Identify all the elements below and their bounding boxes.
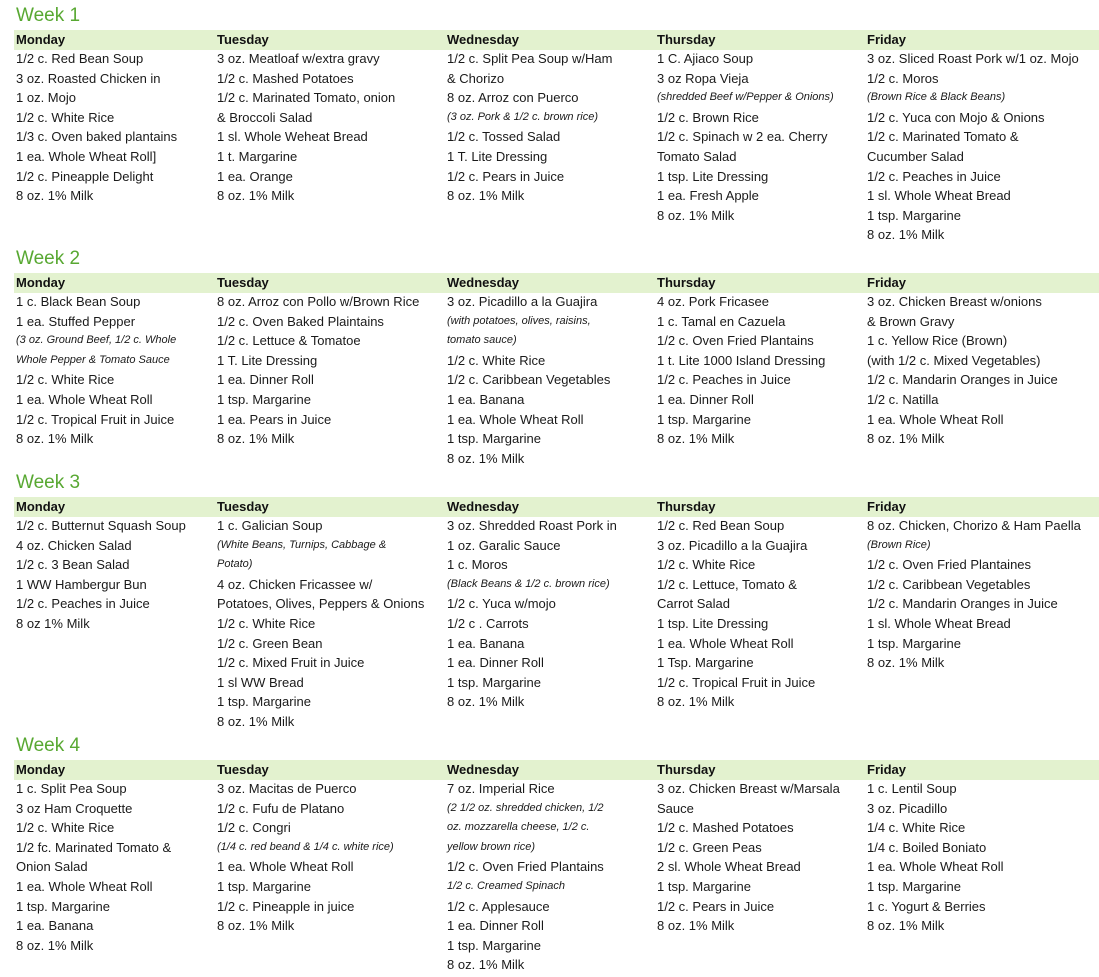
meal-item: 1/2 c. Tropical Fruit in Juice <box>657 674 816 690</box>
meal-item: 1/2 c. Mashed Potatoes <box>657 820 794 836</box>
meal-item: 1 sl. Whole Weheat Bread <box>217 129 368 145</box>
day-heading: Wednesday <box>447 275 520 290</box>
meal-item: 1/2 c. 3 Bean Salad <box>16 557 130 573</box>
meal-item: 1/2 c. Marinated Tomato & <box>867 129 1019 145</box>
meal-item: 1/2 c. Natilla <box>867 391 939 407</box>
meal-item: 1/2 c. Yuca con Mojo & Onions <box>867 109 1045 125</box>
meal-item: Potatoes, Olives, Peppers & Onions <box>217 596 425 612</box>
meal-item-note: 1/2 c. Creamed Spinach <box>447 879 566 892</box>
meal-item: 1 tsp. Margarine <box>657 878 751 894</box>
meal-item: 1/2 c. Peaches in Juice <box>657 372 791 388</box>
meal-list <box>867 49 1079 245</box>
meal-item: 8 oz 1% Milk <box>16 615 90 631</box>
meal-item: 1/2 c. White Rice <box>16 820 115 836</box>
meal-item: & Brown Gravy <box>867 313 955 329</box>
meal-item: 1/2 c. Fufu de Platano <box>217 800 345 816</box>
meal-item: 3 oz Ropa Vieja <box>657 70 749 86</box>
meal-item: 1 c. Black Bean Soup <box>16 294 141 309</box>
meal-item: 8 oz. 1% Milk <box>217 431 295 447</box>
meal-item: Cucumber Salad <box>867 148 964 164</box>
day-heading: Tuesday <box>217 762 269 777</box>
day-heading: Monday <box>16 275 66 290</box>
meal-item: 1 tsp. Lite Dressing <box>657 168 769 184</box>
meal-item: 1/2 c. Oven Fried Plantains <box>657 333 814 349</box>
meal-item: 1/2 c. Red Bean Soup <box>16 51 144 66</box>
meal-item-note: tomato sauce) <box>447 334 517 347</box>
meal-item: 1 ea. Whole Wheat Roll <box>867 859 1004 875</box>
meal-item: 1/4 c. Boiled Boniato <box>867 839 987 855</box>
meal-item: 1 ea. Banana <box>16 918 94 934</box>
meal-item: 1/2 c. Red Bean Soup <box>657 518 785 533</box>
meal-list <box>16 49 177 206</box>
meal-list <box>16 516 186 634</box>
meal-item: 1/2 c. Mixed Fruit in Juice <box>217 655 365 671</box>
meal-item: 1 ea. Banana <box>447 391 525 407</box>
meal-item-note: (3 oz. Pork & 1/2 c. brown rice) <box>447 110 598 123</box>
meal-list <box>447 516 617 712</box>
meal-item: 1/2 c. Green Peas <box>657 839 762 855</box>
meal-item: 1 ea. Pears in Juice <box>217 411 332 427</box>
meal-item: 1 ea. Whole Wheat Roll <box>447 411 584 427</box>
meal-item: Sauce <box>657 800 694 816</box>
meal-item: 1 c. Lentil Soup <box>867 781 957 796</box>
meal-item: 1/4 c. White Rice <box>867 820 966 836</box>
day-heading: Friday <box>867 499 907 514</box>
meal-item: 8 oz. 1% Milk <box>447 188 525 204</box>
meal-item: 1 oz. Mojo <box>16 90 76 106</box>
meal-item: 1 tsp. Margarine <box>217 878 311 894</box>
meal-item: 8 oz. 1% Milk <box>657 431 735 447</box>
meal-item: & Broccoli Salad <box>217 109 313 125</box>
meal-item: 1 ea. Dinner Roll <box>447 655 544 671</box>
meal-item: 1 c. Yogurt & Berries <box>867 898 986 914</box>
week-title: Week 2 <box>16 248 81 269</box>
meal-item: 1/2 c. Pears in Juice <box>447 168 565 184</box>
day-header-bar <box>14 30 1099 50</box>
meal-item: 1/2 c. Caribbean Vegetables <box>867 576 1031 592</box>
meal-item: 8 oz. 1% Milk <box>867 227 945 243</box>
meal-item: 1 ea. Whole Wheat Roll <box>16 391 153 407</box>
meal-item: 1 T. Lite Dressing <box>217 352 318 368</box>
day-heading: Monday <box>16 32 66 47</box>
meal-item: 1 tsp. Margarine <box>657 411 751 427</box>
meal-item: 1/2 c. Spinach w 2 ea. Cherry <box>657 129 828 145</box>
meal-item: 1 tsp. Margarine <box>217 694 311 710</box>
meal-item: 1 ea. Whole Wheat Roll <box>217 859 354 875</box>
day-heading: Thursday <box>657 275 716 290</box>
meal-item: 3 oz. Chicken Breast w/onions <box>867 294 1042 309</box>
meal-item: 1 t. Margarine <box>217 148 298 164</box>
day-heading: Wednesday <box>447 762 520 777</box>
meal-item: 1 tsp. Margarine <box>867 878 961 894</box>
meal-item: 1 ea. Whole Wheat Roll <box>16 878 153 894</box>
meal-list <box>217 49 395 206</box>
meal-item: 3 oz. Roasted Chicken in <box>16 70 161 86</box>
meal-item-note: Potato) <box>217 558 253 571</box>
meal-item: 1/2 c. Pineapple Delight <box>16 168 154 184</box>
meal-item: 1/2 c. Marinated Tomato, onion <box>217 90 396 106</box>
meal-item: 1/2 c. White Rice <box>16 372 115 388</box>
meal-item: 1/2 c. White Rice <box>657 557 756 573</box>
day-heading: Thursday <box>657 499 716 514</box>
meal-item: 1 c. Tamal en Cazuela <box>657 313 786 329</box>
meal-item: 1/2 c. White Rice <box>217 615 316 631</box>
meal-item-note: (2 1/2 oz. shredded chicken, 1/2 <box>447 801 604 814</box>
meal-item: Carrot Salad <box>657 596 730 612</box>
meal-item: 8 oz. 1% Milk <box>867 431 945 447</box>
meal-item: 1 tsp. Margarine <box>447 431 541 447</box>
meal-item: 3 oz. Shredded Roast Pork in <box>447 518 617 533</box>
meal-item: 8 oz. 1% Milk <box>447 694 525 710</box>
day-heading: Wednesday <box>447 499 520 514</box>
meal-item: 1 oz. Garalic Sauce <box>447 537 561 553</box>
meal-item: 3 oz. Meatloaf w/extra gravy <box>217 51 380 66</box>
meal-item: 8 oz. Chicken, Chorizo & Ham Paella <box>867 518 1081 533</box>
meal-list <box>16 292 176 449</box>
meal-item: 1/2 c. Peaches in Juice <box>16 596 150 612</box>
meal-item: 3 oz Ham Croquette <box>16 800 133 816</box>
week-title: Week 1 <box>16 5 81 26</box>
meal-item: 1/2 c. Green Bean <box>217 635 323 651</box>
meal-item-note: (with potatoes, olives, raisins, <box>447 314 591 327</box>
meal-item: 1 tsp. Margarine <box>447 674 541 690</box>
meal-item: 1 c. Yellow Rice (Brown) <box>867 333 1008 349</box>
meal-item: 3 oz. Picadillo a la Guajira <box>447 294 598 309</box>
meal-item: 8 oz. 1% Milk <box>16 937 94 953</box>
meal-item: 1 c. Galician Soup <box>217 518 323 533</box>
meal-list <box>447 779 604 975</box>
meal-item-note: (White Beans, Turnips, Cabbage & <box>217 538 387 551</box>
meal-item: 1/2 c. White Rice <box>16 109 115 125</box>
meal-item-note: (shredded Beef w/Pepper & Onions) <box>657 91 834 104</box>
meal-item: 1/2 c. White Rice <box>447 352 546 368</box>
meal-item: 3 oz. Chicken Breast w/Marsala <box>657 781 840 796</box>
meal-list <box>657 516 815 712</box>
meal-list <box>217 292 419 449</box>
meal-list <box>867 516 1081 673</box>
meal-item: 1 sl WW Bread <box>217 674 304 690</box>
meal-item: 1 tsp. Lite Dressing <box>657 615 769 631</box>
day-header-bar <box>14 760 1099 780</box>
meal-item: 1/2 c. Mandarin Oranges in Juice <box>867 372 1058 388</box>
meal-item: 8 oz. 1% Milk <box>217 713 295 729</box>
meal-item: 1/2 c. Lettuce & Tomatoe <box>217 333 361 349</box>
meal-item: 1 c. Split Pea Soup <box>16 781 127 796</box>
meal-item-note: oz. mozzarella cheese, 1/2 c. <box>447 821 590 834</box>
meal-item: 8 oz. 1% Milk <box>447 450 525 466</box>
meal-item: 8 oz. Arroz con Pollo w/Brown Rice <box>217 294 420 309</box>
meal-item: 1 T. Lite Dressing <box>447 148 548 164</box>
meal-item: 1 tsp. Margarine <box>867 635 961 651</box>
meal-item: 8 oz. 1% Milk <box>657 207 735 223</box>
meal-item: & Chorizo <box>447 70 505 86</box>
meal-item: 1 ea. Fresh Apple <box>657 188 759 204</box>
meal-item: 1/3 c. Oven baked plantains <box>16 129 178 145</box>
meal-item: 1/2 c . Carrots <box>447 615 529 631</box>
day-heading: Thursday <box>657 762 716 777</box>
meal-item: 8 oz. 1% Milk <box>217 188 295 204</box>
meal-item: 1/2 c. Oven Fried Plantains <box>447 859 604 875</box>
meal-list <box>657 49 834 225</box>
day-heading: Friday <box>867 762 907 777</box>
meal-item: 3 oz. Picadillo a la Guajira <box>657 537 808 553</box>
meal-item: 4 oz. Chicken Fricassee w/ <box>217 576 373 592</box>
meal-item: 1 tsp. Margarine <box>16 898 110 914</box>
meal-item-note: (3 oz. Ground Beef, 1/2 c. Whole <box>16 334 177 347</box>
meal-item-note: (Brown Rice) <box>867 538 931 551</box>
day-heading: Wednesday <box>447 32 520 47</box>
meal-list <box>867 292 1058 449</box>
meal-item: 1/2 c. Peaches in Juice <box>867 168 1001 184</box>
meal-item: 1 ea. Dinner Roll <box>217 372 314 388</box>
meal-item: 1/2 c. Oven Fried Plantaines <box>867 557 1032 573</box>
meal-item: Tomato Salad <box>657 148 737 164</box>
meal-item: 1 ea. Dinner Roll <box>447 918 544 934</box>
meal-item: 1 tsp. Margarine <box>867 207 961 223</box>
day-heading: Thursday <box>657 32 716 47</box>
meal-item: 8 oz. 1% Milk <box>657 918 735 934</box>
meal-item: 1 C. Ajiaco Soup <box>657 51 754 66</box>
meal-item: 1/2 c. Moros <box>867 70 939 86</box>
meal-item: 3 oz. Picadillo <box>867 800 948 816</box>
day-heading: Friday <box>867 275 907 290</box>
meal-item: Onion Salad <box>16 859 88 875</box>
meal-item: 2 sl. Whole Wheat Bread <box>657 859 801 875</box>
meal-list <box>867 779 1004 936</box>
meal-list <box>447 292 610 468</box>
meal-list <box>657 292 825 449</box>
meal-item: 4 oz. Pork Fricasee <box>657 294 769 309</box>
meal-item: 1/2 c. Mandarin Oranges in Juice <box>867 596 1058 612</box>
meal-item: 7 oz. Imperial Rice <box>447 781 555 796</box>
meal-item: 4 oz. Chicken Salad <box>16 537 132 553</box>
meal-item: 1 ea. Dinner Roll <box>657 391 754 407</box>
meal-item: 1/2 c. Yuca w/mojo <box>447 596 556 612</box>
day-header-bar <box>14 273 1099 293</box>
meal-list <box>217 779 394 936</box>
meal-item: 1 WW Hambergur Bun <box>16 576 147 592</box>
meal-item: 1/2 c. Pears in Juice <box>657 898 775 914</box>
meal-item-note: (1/4 c. red beand & 1/4 c. white rice) <box>217 840 394 853</box>
day-heading: Tuesday <box>217 275 269 290</box>
day-heading: Friday <box>867 32 907 47</box>
meal-item: 8 oz. Arroz con Puerco <box>447 90 579 106</box>
meal-list <box>217 516 424 732</box>
meal-item: 1 ea. Orange <box>217 168 293 184</box>
meal-list <box>16 779 171 955</box>
meal-item: 1 sl. Whole Wheat Bread <box>867 615 1011 631</box>
meal-item: 1/2 c. Butternut Squash Soup <box>16 518 186 533</box>
meal-item: 1/2 c. Tossed Salad <box>447 129 561 145</box>
meal-item: 1/2 c. Tropical Fruit in Juice <box>16 411 175 427</box>
meal-item: 1 ea. Whole Wheat Roll <box>657 635 794 651</box>
day-header-bar <box>14 497 1099 517</box>
meal-item: 8 oz. 1% Milk <box>16 188 94 204</box>
meal-item: 8 oz. 1% Milk <box>447 957 525 973</box>
meal-item: 1/2 c. Caribbean Vegetables <box>447 372 611 388</box>
meal-item: 1/2 c. Oven Baked Plaintains <box>217 313 384 329</box>
meal-item: 1 c. Moros <box>447 557 508 573</box>
meal-list <box>447 49 612 206</box>
meal-item: 3 oz. Sliced Roast Pork w/1 oz. Mojo <box>867 51 1079 66</box>
meal-item-note: Whole Pepper & Tomato Sauce <box>16 353 170 366</box>
meal-item: 1 Tsp. Margarine <box>657 655 754 671</box>
day-heading: Monday <box>16 762 66 777</box>
meal-item: (with 1/2 c. Mixed Vegetables) <box>867 352 1041 368</box>
meal-list <box>657 779 840 936</box>
meal-item: 8 oz. 1% Milk <box>867 918 945 934</box>
meal-item: 1 sl. Whole Wheat Bread <box>867 188 1011 204</box>
meal-item: 1 tsp. Margarine <box>447 937 541 953</box>
day-heading: Monday <box>16 499 66 514</box>
meal-item: 8 oz. 1% Milk <box>16 431 94 447</box>
week-title: Week 3 <box>16 472 81 493</box>
meal-item: 1 ea. Whole Wheat Roll] <box>16 148 157 164</box>
meal-item: 1 ea. Banana <box>447 635 525 651</box>
meal-item: 1/2 c. Applesauce <box>447 898 550 914</box>
meal-item: 1/2 c. Mashed Potatoes <box>217 70 354 86</box>
meal-item: 1/2 c. Congri <box>217 820 291 836</box>
meal-item: 3 oz. Macitas de Puerco <box>217 781 357 796</box>
meal-item-note: (Black Beans & 1/2 c. brown rice) <box>447 577 610 590</box>
meal-item: 1 tsp. Margarine <box>217 391 311 407</box>
meal-item: 1/2 c. Lettuce, Tomato & <box>657 576 797 592</box>
day-heading: Tuesday <box>217 499 269 514</box>
meal-item-note: yellow brown rice) <box>447 840 536 853</box>
meal-item: 8 oz. 1% Milk <box>217 918 295 934</box>
meal-item: 8 oz. 1% Milk <box>657 694 735 710</box>
meal-item: 1/2 c. Split Pea Soup w/Ham <box>447 51 613 66</box>
meal-item: 1 ea. Stuffed Pepper <box>16 313 136 329</box>
day-heading: Tuesday <box>217 32 269 47</box>
week-title: Week 4 <box>16 735 81 756</box>
meal-item: 8 oz. 1% Milk <box>867 655 945 671</box>
meal-item: 1/2 fc. Marinated Tomato & <box>16 839 172 855</box>
meal-item-note: (Brown Rice & Black Beans) <box>867 91 1006 104</box>
meal-item: 1/2 c. Brown Rice <box>657 109 759 125</box>
meal-item: 1/2 c. Pineapple in juice <box>217 898 355 914</box>
meal-item: 1 t. Lite 1000 Island Dressing <box>657 352 826 368</box>
meal-item: 1 ea. Whole Wheat Roll <box>867 411 1004 427</box>
